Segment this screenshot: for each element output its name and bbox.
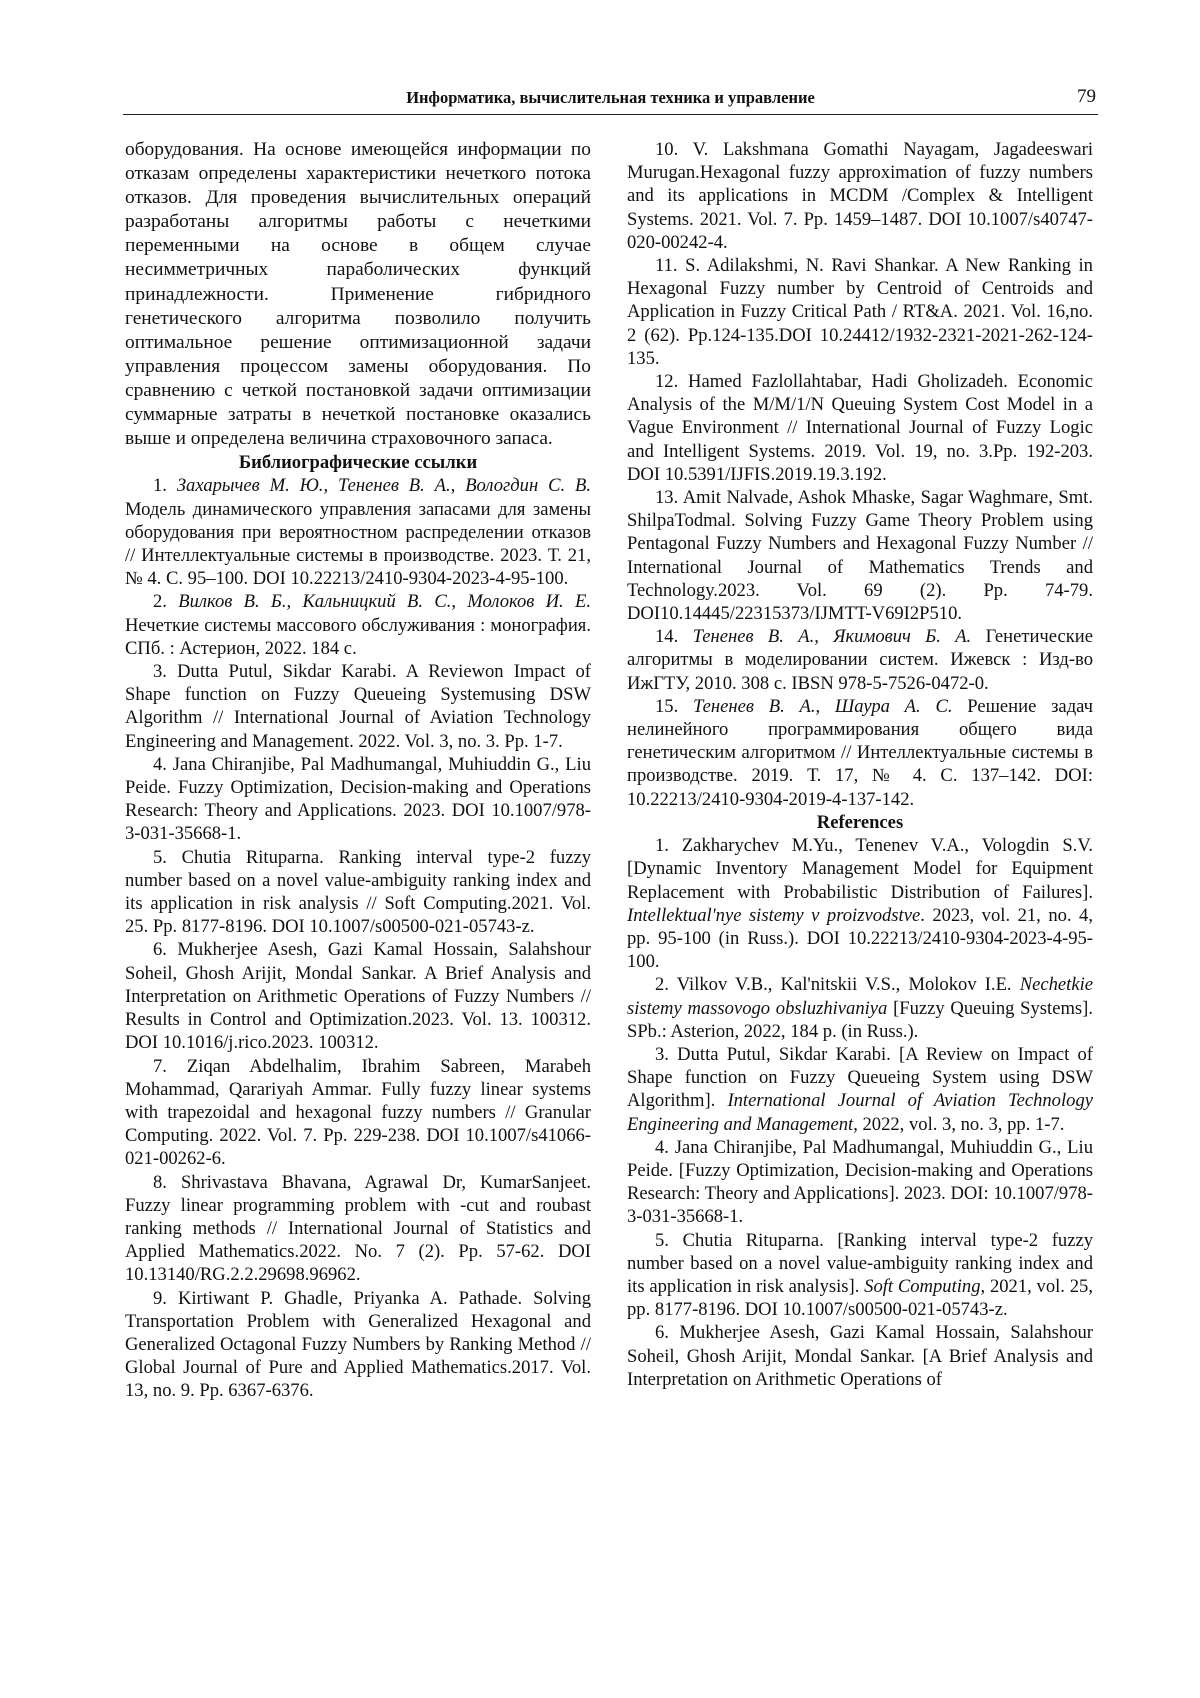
item-text: Ziqan Abdelhalim, Ibrahim Sabreen, Marabeh Mohammad, Qarariyah Ammar. Fully fuzzy linear systems with trapezoidal and hexagonal fuzzy numbers // Granular Computing. 2022. Vol. 7. Pp. 229-238. DOI 10.1007/s41066-021-00262-6. <box>125 1055 591 1170</box>
reference-item <box>627 1043 1093 1136</box>
item-journal: International Journal of Aviation Technology Engineering and Management <box>627 1090 1093 1135</box>
reference-item <box>627 1136 1093 1229</box>
item-text: V. Lakshmana Gomathi Nayagam, Jagadeeswari Murugan.Hexagonal fuzzy approximation of fuzzy numbers and its applications in MCDM /Complex & Intelligent Systems. 2021. Vol. 7. Pp. 1459–1487. DOI 10.1007/s40747-020-00242-4. <box>627 139 1093 253</box>
references-list <box>627 834 1093 1391</box>
bibliography-list-right <box>627 138 1093 811</box>
references-heading: References <box>816 811 904 833</box>
item-number: 13. <box>655 487 679 509</box>
item-number: 9. <box>153 1287 167 1309</box>
item-number: 5. <box>655 1229 669 1251</box>
item-authors: Тененев В. А., Якимович Б. А. <box>692 626 972 648</box>
item-text: [Fuzzy Queuing Systems]. SPb.: Asterion, 2022, 184 p. (in Russ.). <box>627 997 1093 1042</box>
left-column <box>125 138 591 1403</box>
item-text: Генетические алгоритмы в моделировании систем. Ижевск : Изд-во ИжГТУ, 2010. 308 с. IBSN 978-5-7526-0472-0. <box>627 626 1093 694</box>
item-journal: Soft Computing <box>864 1275 981 1297</box>
item-text: Vilkov V.B., Kal'nitskii V.S., Molokov I.E. <box>676 974 1020 996</box>
item-number: 3. <box>655 1043 669 1065</box>
bibliography-heading: Библиографические ссылки <box>238 452 478 474</box>
page-number: 79 <box>1077 86 1096 107</box>
item-text: Mukherjee Asesh, Gazi Kamal Hossain, Salahshour Soheil, Ghosh Arijit, Mondal Sankar. A Brief Analysis and Interpretation on Arithmetic Operations of Fuzzy Numbers // Results in Control and Optimization.2023. Vol. 13. 100312. DOI 10.1016/j.rico.2023. 100312. <box>125 939 591 1054</box>
item-text: S. Adilakshmi, N. Ravi Shankar. A New Ranking in Hexagonal Fuzzy number by Centroid of Centroids and Application in Fuzzy Critical Path / RT&A. 2021. Vol. 16,no. 2 (62). Pp.124-135.DOI 10.24412/1932-2321-2021-262-124-135. <box>627 255 1093 369</box>
right-column <box>627 138 1093 1391</box>
item-text: , 2021, vol. 25, pp. 8177-8196. DOI 10.1007/s00500-021-05743-z. <box>627 1275 1093 1321</box>
bibliography-item <box>125 590 591 660</box>
bibliography-item <box>627 254 1093 370</box>
item-text: Chutia Rituparna. Ranking interval type-2 fuzzy number based on a novel value-ambiguity ranking index and its application in risk analysis // Soft Computing.2021. Vol. 25. Pp. 8177-8196. DOI 10.1007/s00500-021-05743-z. <box>125 846 591 938</box>
running-header <box>123 86 1098 115</box>
item-number: 7. <box>153 1055 167 1077</box>
reference-item <box>627 1321 1093 1391</box>
reference-item <box>627 973 1093 1043</box>
item-number: 11. <box>655 255 678 277</box>
bibliography-item <box>627 695 1093 811</box>
bibliography-item <box>627 370 1093 486</box>
item-number: 3. <box>153 661 167 683</box>
reference-item <box>627 1229 1093 1322</box>
item-number: 6. <box>655 1322 669 1344</box>
item-text: Mukherjee Asesh, Gazi Kamal Hossain, Salahshour Soheil, Ghosh Arijit, Mondal Sankar. [A Brief Analysis and Interpretation on Arithmetic Operations of <box>627 1322 1093 1390</box>
item-text: Jana Chiranjibe, Pal Madhumangal, Muhiuddin G., Liu Peide. [Fuzzy Optimization, Decision-making and Operations Research: Theory and Applications]. 2023. DOI: 10.1007/978-3-031-35668-1. <box>627 1136 1093 1228</box>
item-number: 14. <box>655 626 679 648</box>
item-text: Dutta Putul, Sikdar Karabi. A Reviewon Impact of Shape function on Fuzzy Queueing Systemusing DSW Algorithm // International Journal of Aviation Technology Engineering and Management. 2022. Vol. 3, no. 3. Pp. 1-7. <box>125 661 591 752</box>
item-number: 2. <box>153 591 167 613</box>
item-number: 1. <box>153 475 167 497</box>
bibliography-item <box>125 1171 591 1287</box>
item-number: 6. <box>153 939 167 961</box>
item-number: 12. <box>655 371 679 393</box>
abstract-text: оборудования. На основе имеющейся информации по отказам определены характеристики нечеткого потока отказов. Для проведения вычислительных операций разработаны алгоритмы работы с нечеткими переменными на основе в общем случае несимметричных параболических функций принадлежности. Применение гибридного генетического алгоритма позволило получить оптимальное решение оптимизационной задачи управления процессом замены оборудования. По сравнению с четкой постановкой задачи оптимизации суммарные затраты в нечеткой постановке оказались выше и определена величина страховочного запаса. <box>125 139 591 450</box>
item-text: , 2022, vol. 3, no. 3, pp. 1-7. <box>853 1113 1065 1135</box>
item-number: 8. <box>153 1171 167 1193</box>
item-journal: Nechetkie sistemy massovogo obsluzhivaniya <box>627 974 1093 1019</box>
item-number: 15. <box>655 695 679 717</box>
item-number: 4. <box>153 753 167 775</box>
item-text: Chutia Rituparna. [Ranking interval type-2 fuzzy number based on a novel value-ambiguity ranking index and its application in risk analysis]. <box>627 1229 1093 1297</box>
item-number: 4. <box>655 1136 669 1158</box>
item-number: 10. <box>655 139 679 160</box>
item-text: Jana Chiranjibe, Pal Madhumangal, Muhiuddin G., Liu Peide. Fuzzy Optimization, Decision-making and Operations Research: Theory and Applications. 2023. DOI 10.1007/978-3-031-35668-1. <box>125 753 591 845</box>
item-text: Zakharychev M.Yu., Tenenev V.A., Vologdin S.V. [Dynamic Inventory Management Model for Equipment Replacement with Probabilistic Distribution of Failures]. <box>627 835 1093 903</box>
bibliography-item <box>125 1287 591 1403</box>
bibliography-item <box>627 625 1093 695</box>
item-text: Нечеткие системы массового обслуживания : монография. СПб. : Астерион, 2022. 184 с. <box>125 614 591 659</box>
bibliography-item <box>125 938 591 1054</box>
item-text: Shrivastava Bhavana, Agrawal Dr, KumarSanjeet. Fuzzy linear programming problem with -cut and roubast ranking methods // International Journal of Statistics and Applied Mathematics.2022. No. 7 (2). Pp. 57-62. DOI 10.13140/RG.2.2.29698.96962. <box>125 1171 591 1286</box>
bibliography-item <box>627 138 1093 254</box>
item-text: Dutta Putul, Sikdar Karabi. [A Review on Impact of Shape function on Fuzzy Queueing System using DSW Algorithm]. <box>627 1043 1093 1112</box>
item-text: Модель динамического управления запасами для замены оборудования при вероятностном распределении отказов // Интеллектуальные системы в производстве. 2023. Т. 21, № 4. С. 95–100. DOI 10.22213/2410-9304-2023-4-95-100. <box>125 498 591 590</box>
bibliography-item <box>627 486 1093 625</box>
bibliography-list-left <box>125 474 591 1402</box>
bibliography-item <box>125 474 591 590</box>
item-number: 2. <box>655 974 669 996</box>
item-authors: Тененев В. А., Шаура А. С. <box>693 695 953 717</box>
journal-section-title: Информатика, вычислительная техника и управление <box>406 88 815 107</box>
item-text: . 2023, vol. 21, no. 4, pp. 95-100 (in Russ.). DOI 10.22213/2410-9304-2023-4-95-100. <box>627 904 1093 973</box>
item-number: 5. <box>153 846 167 868</box>
bibliography-item <box>125 846 591 939</box>
item-text: Решение задач нелинейного программирования общего вида генетическим алгоритмом // Интеллектуальные системы в производстве. 2019. Т. 17, № 4. С. 137–142. DOI: 10.22213/2410-9304-2019-4-137-142. <box>627 695 1094 810</box>
item-text: Amit Nalvade, Ashok Mhaske, Sagar Waghmare, Smt. ShilpaTodmal. Solving Fuzzy Game Theory Problem using Pentagonal Fuzzy Numbers and Hexagonal Fuzzy Number // International Journal of Mathematics Trends and Technology.2023. Vol. 69 (2). Pp. 74-79. DOI10.14445/22315373/IJMTT-V69I2P510. <box>627 487 1093 625</box>
item-text: Kirtiwant P. Ghadle, Priyanka A. Pathade. Solving Transportation Problem with Generalized Hexagonal and Generalized Octagonal Fuzzy Numbers by Ranking Method // Global Journal of Pure and Applied Mathematics.2017. Vol. 13, no. 9. Pp. 6367-6376. <box>125 1287 591 1402</box>
bibliography-item <box>125 660 591 753</box>
bibliography-item <box>125 1055 591 1171</box>
item-authors: Захарычев М. Ю., Тененев В. А., Вологдин С. В. <box>176 475 591 497</box>
item-journal: Intellektual'nye sistemy v proizvodstve <box>627 904 921 926</box>
item-text: Hamed Fazlollahtabar, Hadi Gholizadeh. Economic Analysis of the M/M/1/N Queuing System Cost Model in a Vague Environment // International Journal of Fuzzy Logic and Intelligent Systems. 2019. Vol. 19, no. 3.Pp. 192-203. DOI 10.5391/IJFIS.2019.19.3.192. <box>627 371 1093 485</box>
reference-item <box>627 834 1093 973</box>
item-number: 1. <box>655 835 669 857</box>
item-authors: Вилков В. Б., Кальницкий В. С., Молоков И. Е. <box>178 591 591 613</box>
bibliography-item <box>125 753 591 846</box>
